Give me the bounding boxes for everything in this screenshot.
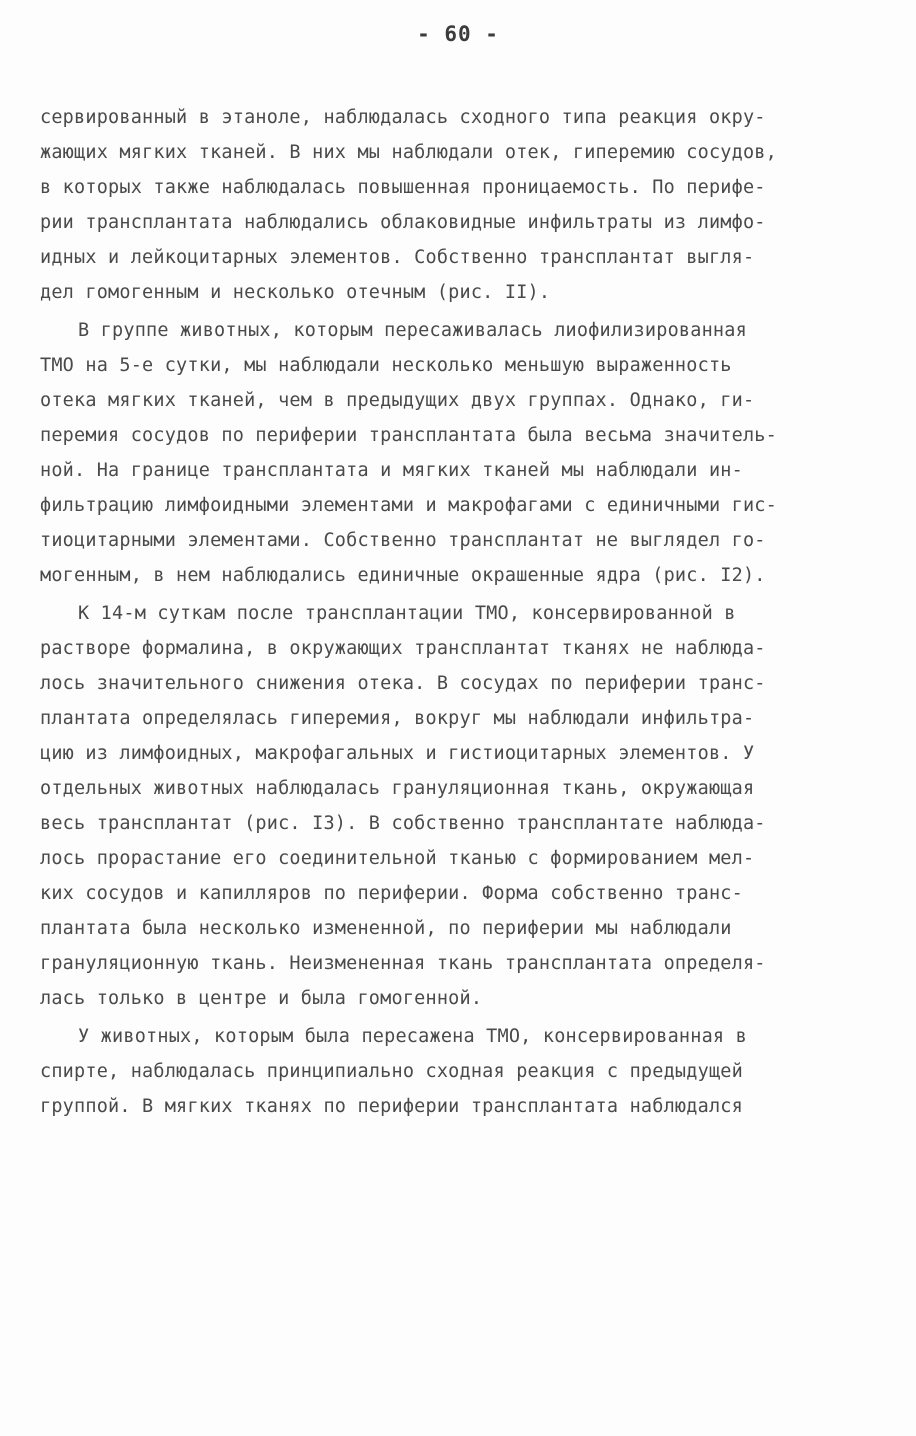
text-line: фильтрацию лимфоидными элементами и макрофагами с единичными гис- <box>40 495 777 516</box>
paragraph <box>40 100 876 310</box>
text-line: плантата определялась гиперемия, вокруг мы наблюдали инфильтра- <box>40 708 755 729</box>
paragraph <box>40 1019 876 1124</box>
text-line: отека мягких тканей, чем в предыдущих двух группах. Однако, ги- <box>40 390 755 411</box>
text-line: плантата была несколько измененной, по периферии мы наблюдали <box>40 918 732 939</box>
text-line: сервированный в этаноле, наблюдалась сходного типа реакция окру- <box>40 107 766 128</box>
page-number: - 60 - <box>417 22 499 46</box>
text-line: цию из лимфоидных, макрофагальных и гистиоцитарных элементов. У <box>40 743 755 764</box>
text-line: идных и лейкоцитарных элементов. Собственно трансплантат выгля- <box>40 247 755 268</box>
text-line: группой. В мягких тканях по периферии трансплантата наблюдался <box>40 1096 743 1117</box>
text-line: В группе животных, которым пересаживалась лиофилизированная <box>78 320 747 341</box>
text-line: рии трансплантата наблюдались облаковидные инфильтраты из лимфо- <box>40 212 766 233</box>
text-line: перемия сосудов по периферии трансплантата была весьма значитель- <box>40 425 777 446</box>
text-line: растворе формалина, в окружающих трансплантат тканях не наблюда- <box>40 638 766 659</box>
text-line: спирте, наблюдалась принципиально сходная реакция с предыдущей <box>40 1061 743 1082</box>
text-line: ной. На границе трансплантата и мягких тканей мы наблюдали ин- <box>40 460 743 481</box>
body-text <box>40 100 876 1124</box>
text-line: лась только в центре и была гомогенной. <box>40 988 483 1009</box>
text-line: лось значительного снижения отека. В сосудах по периферии транс- <box>40 673 766 694</box>
text-line: жающих мягких тканей. В них мы наблюдали отек, гиперемию сосудов, <box>40 142 777 163</box>
text-line: ТМО на 5-е сутки, мы наблюдали несколько меньшую выраженность <box>40 355 732 376</box>
text-line: дел гомогенным и несколько отечным (рис. II). <box>40 282 551 303</box>
paragraph <box>40 596 876 1016</box>
text-line: ких сосудов и капилляров по периферии. Форма собственно транс- <box>40 883 743 904</box>
paragraph <box>40 313 876 593</box>
text-line: в которых также наблюдалась повышенная проницаемость. По перифе- <box>40 177 766 198</box>
text-line: К 14-м суткам после трансплантации ТМО, консервированной в <box>78 603 736 624</box>
text-line: лось прорастание его соединительной тканью с формированием мел- <box>40 848 755 869</box>
text-line: могенным, в нем наблюдались единичные окрашенные ядра (рис. I2). <box>40 565 766 586</box>
text-line: тиоцитарными элементами. Собственно трансплантат не выглядел го- <box>40 530 766 551</box>
text-line: У животных, которым была пересажена ТМО, консервированная в <box>78 1026 747 1047</box>
text-line: грануляционную ткань. Неизмененная ткань трансплантата определя- <box>40 953 766 974</box>
text-line: отдельных животных наблюдалась грануляционная ткань, окружающая <box>40 778 755 799</box>
text-line: весь трансплантат (рис. I3). В собственно трансплантате наблюда- <box>40 813 766 834</box>
